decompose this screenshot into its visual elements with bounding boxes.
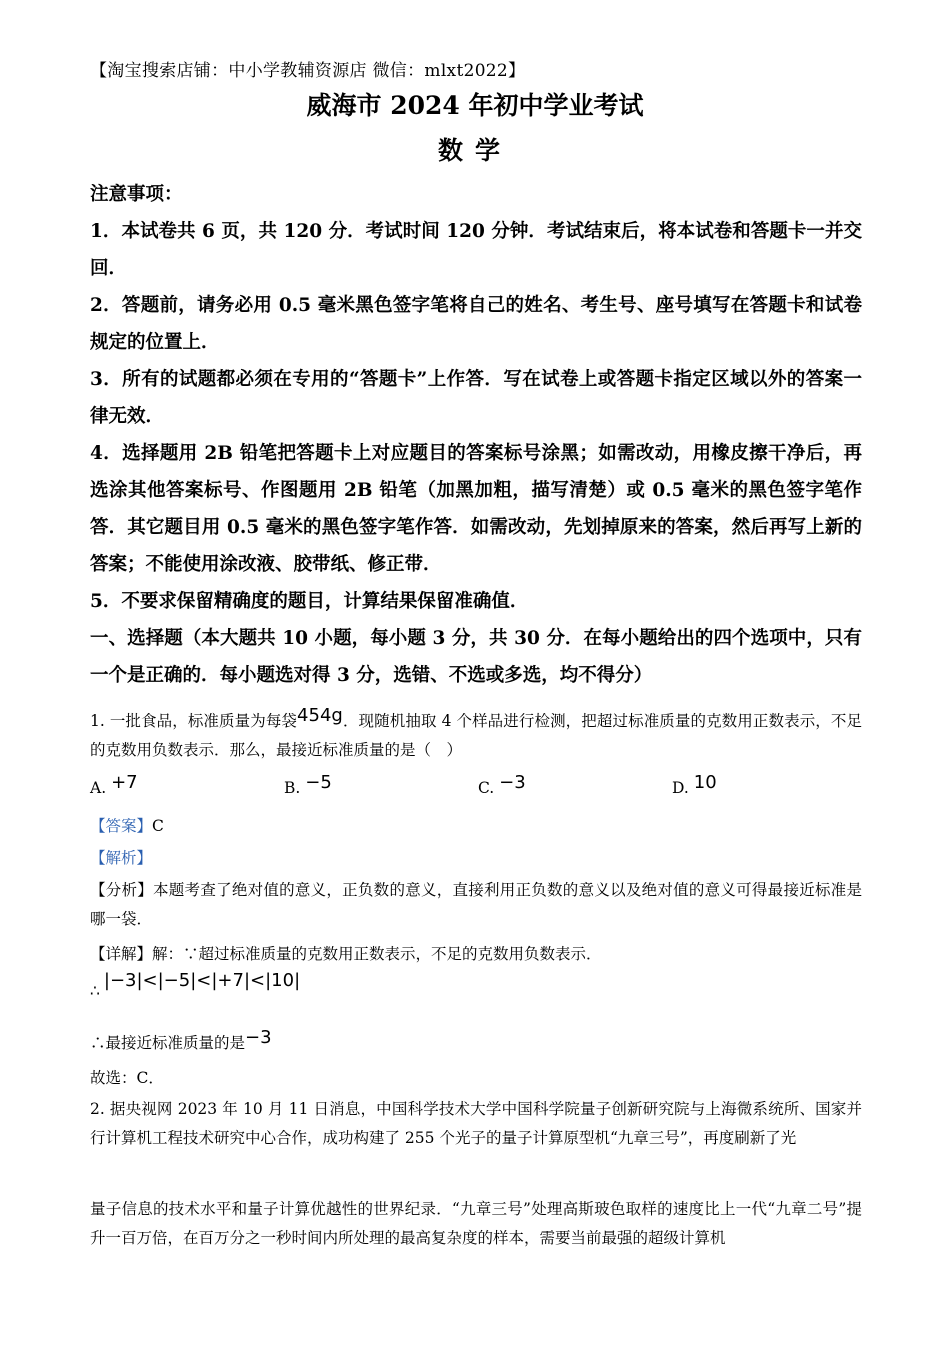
option-d xyxy=(672,772,717,798)
abs-inequality: |−3|<|−5|<|+7|<|10| xyxy=(103,970,301,991)
option-c xyxy=(478,772,526,798)
abs-inequality-line xyxy=(90,970,301,1001)
notice-item-1: 1．本试卷共 6 页，共 120 分．考试时间 120 分钟．考试结束后，将本试卷和答题卡一并交回． xyxy=(90,221,862,279)
closest-text: ∴最接近标准质量的是 xyxy=(90,1034,246,1052)
option-a-value: +7 xyxy=(111,772,138,793)
analysis-tag: 【解析】 xyxy=(90,849,153,867)
option-a-label: A. xyxy=(90,779,107,797)
notice-heading: 注意事项： xyxy=(90,184,183,205)
option-c-value: −3 xyxy=(499,772,526,793)
detail-paragraph: 【详解】解：∵超过标准质量的克数用正数表示，不足的克数用负数表示． xyxy=(90,945,602,963)
question-1-text-a: 1. 一批食品，标准质量为每袋 xyxy=(90,712,298,730)
answer-tag: 【答案】 xyxy=(90,817,153,835)
closest-line xyxy=(90,1027,272,1053)
analysis-paragraph: 【分析】本题考查了绝对值的意义，正负数的意义，直接利用正负数的意义以及绝对值的意义可得最接近标准是哪一袋． xyxy=(90,881,862,928)
therefore-symbol: ∴ xyxy=(90,982,100,1000)
option-a xyxy=(90,772,138,798)
question-2-text-continued: 量子信息的技术水平和量子计算优越性的世界纪录．“九章三号”处理高斯玻色取样的速度比上一代“九章二号”提升一百万倍，在百万分之一秒时间内所处理的最高复杂度的样本，需要当前最强的超级计算机 xyxy=(90,1200,862,1247)
question-2-text: 2. 据央视网 2023 年 10 月 11 日消息，中国科学技术大学中国科学院量子创新研究院与上海微系统所、国家并行计算机工程技术研究中心合作，成功构建了 255 个光子的量子计算原型机“九章三号”，再度刷新了光 xyxy=(90,1100,862,1147)
exam-title: 威海市 2024 年初中学业考试 xyxy=(306,91,644,120)
notice-item-5: 5．不要求保留精确度的题目，计算结果保留准确值． xyxy=(90,591,529,612)
answer-value: C xyxy=(152,817,164,835)
notice-item-3: 3．所有的试题都必须在专用的“答题卡”上作答．写在试卷上或答题卡指定区域以外的答案一律无效． xyxy=(90,369,862,427)
shop-ad-line: 【淘宝搜索店铺：中小学教辅资源店 微信：mlxt2022】 xyxy=(90,61,526,81)
question-1-stem xyxy=(90,706,862,765)
notice-item-4: 4．选择题用 2B 铅笔把答题卡上对应题目的答案标号涂黑；如需改动，用橡皮擦干净后，再选涂其他答案标号、作图题用 2B 铅笔（加黑加粗，描写清楚）或 0.5 毫米的黑色签字笔作答．其它题目用 0.5 毫米的黑色签字笔作答．如需改动，先划掉原来的答案，然后再写上新的答案；不能使用涂改液、胶带纸、修正带． xyxy=(90,443,862,575)
option-b-label: B. xyxy=(284,779,301,797)
option-d-label: D. xyxy=(672,779,689,797)
question-1-text-b: ．现随机抽取 4 个样品进行检测，把超过标准质量的克数用正数表示，不足的克数用负数表示．那么，最接近标准质量的是（ ） xyxy=(90,712,863,759)
option-b xyxy=(284,772,332,798)
option-c-label: C. xyxy=(478,779,495,797)
standard-mass: 454g xyxy=(297,705,343,726)
section-heading: 一、选择题（本大题共 10 小题，每小题 3 分，共 30 分．在每小题给出的四个选项中，只有一个是正确的．每小题选对得 3 分，选错、不选或多选，均不得分） xyxy=(90,628,862,686)
option-b-value: −5 xyxy=(305,772,332,793)
answer-line xyxy=(90,814,164,836)
conclusion-line: 故选：C． xyxy=(90,1069,164,1087)
notice-item-2: 2．答题前，请务必用 0.5 毫米黑色签字笔将自己的姓名、考生号、座号填写在答题卡和试卷规定的位置上． xyxy=(90,295,862,353)
subject-title: 数学 xyxy=(437,136,512,165)
option-d-value: 10 xyxy=(693,772,717,793)
closest-value: −3 xyxy=(245,1027,272,1048)
